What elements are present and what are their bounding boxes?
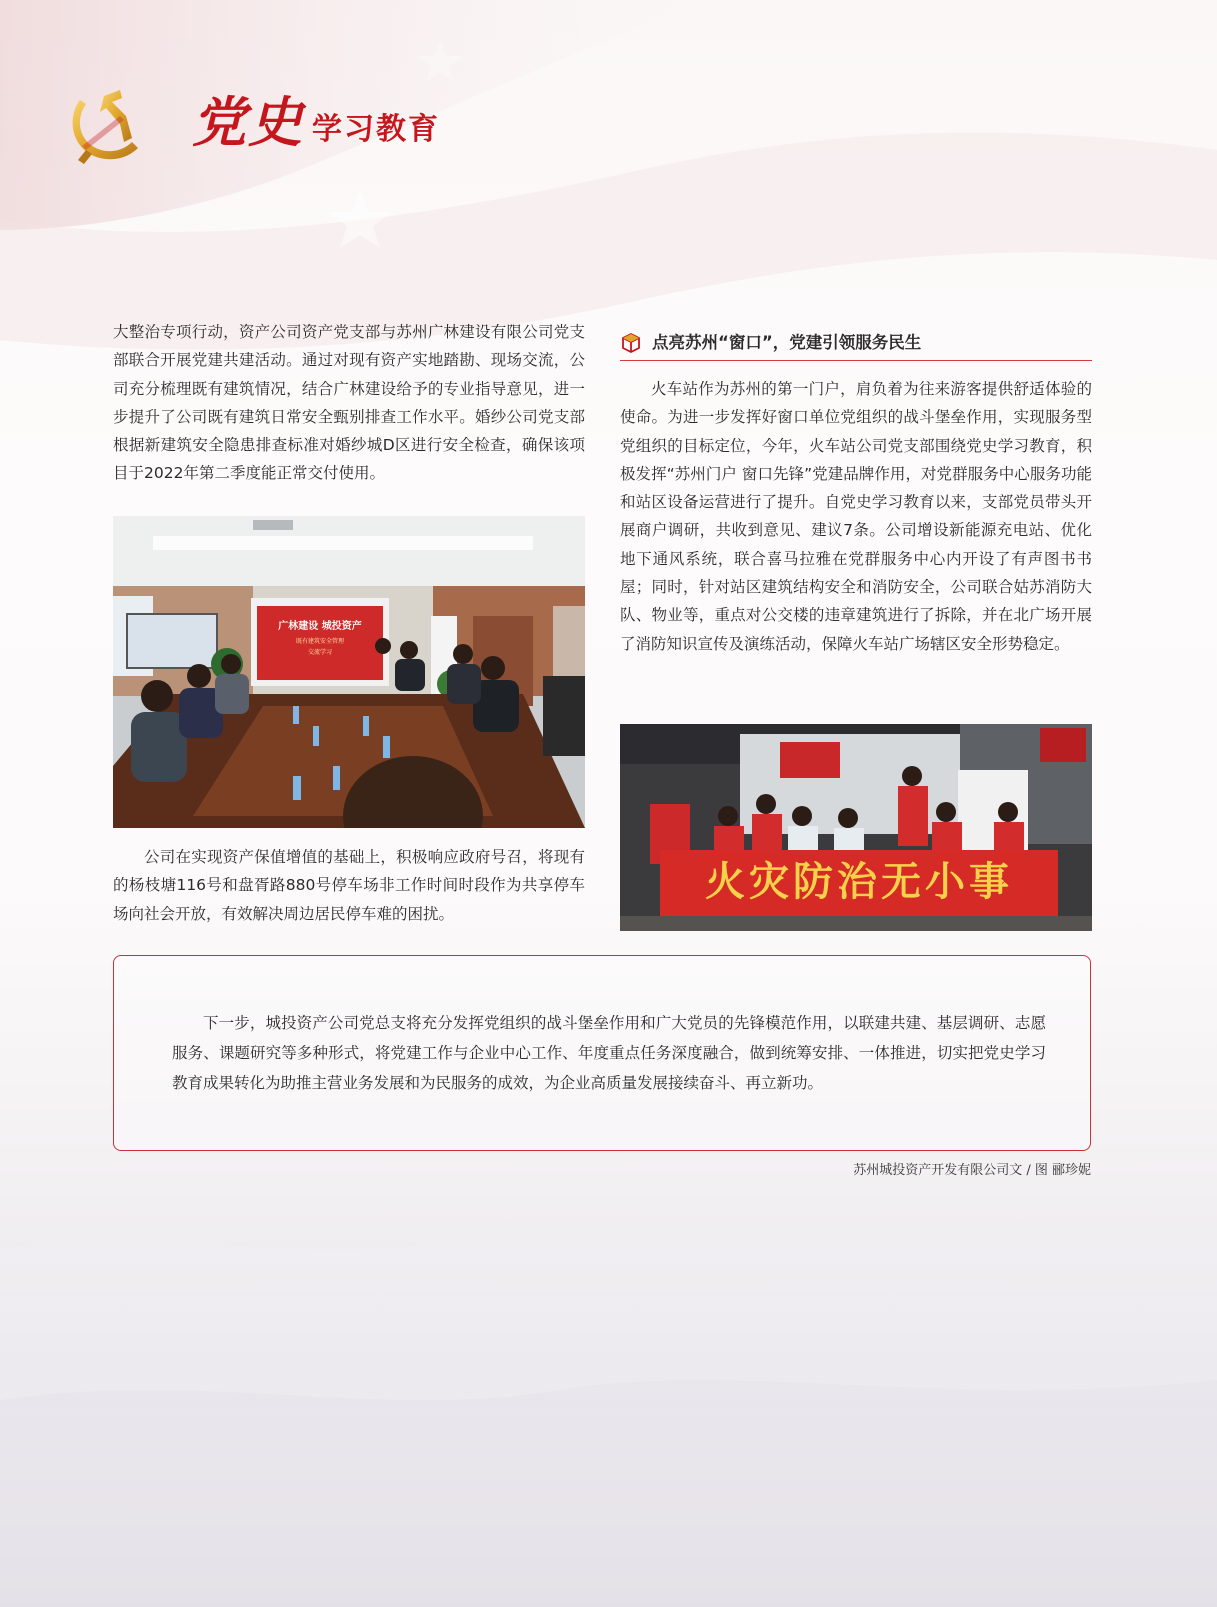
fire-safety-photo bbox=[620, 724, 1092, 931]
left-paragraph-1: 大整治专项行动，资产公司资产党支部与苏州广林建设有限公司党支部联合开展党建共建活动。通过对现有资产实地踏勘、现场交流，公司充分梳理既有建筑情况，结合广林建设给予的专业指导意见，进一步提升了公司既有建筑日常安全甄别排查工作水平。婚纱公司党支部根据新建筑安全隐患排查标准对婚纱城D区进行安全检查，确保该项目于2022年第二季度能正常交付使用。 bbox=[113, 323, 585, 483]
header-title-main: 党史 bbox=[192, 90, 304, 154]
banner-text: 火灾防治无小事 bbox=[705, 859, 1013, 905]
screen-line3: 交流学习 bbox=[307, 649, 333, 656]
header-title-sub: 学习教育 bbox=[312, 112, 440, 147]
meeting-photo bbox=[113, 516, 585, 828]
author-credit: 苏州城投资产开发有限公司文 / 图 郦珍妮 bbox=[853, 1163, 1091, 1178]
summary-box bbox=[113, 955, 1091, 1151]
cube-icon bbox=[620, 332, 642, 354]
right-paragraph-1: 火车站作为苏州的第一门户，肩负着为往来游客提供舒适体验的使命。为进一步发挥好窗口单位党组织的战斗堡垒作用，实现服务型党组织的目标定位，今年，火车站公司党支部围绕党史学习教育，积极发挥“苏州门户 窗口先锋”党建品牌作用，对党群服务中心服务功能和站区设备运营进行了提升。自党史学习教育以来，支部党员带头开展商户调研，共收到意见、建议7条。公司增设新能源充电站、优化地下通风系统，联合喜马拉雅在党群服务中心内开设了有声图书书屋；同时，针对站区建筑结构安全和消防安全，公司联合姑苏消防大队、物业等，重点对公交楼的违章建筑进行了拆除，并在北广场开展了消防知识宣传及演练活动，保障火车站广场辖区安全形势稳定。 bbox=[620, 380, 1092, 653]
screen-title: 广林建设 城投资产 bbox=[278, 621, 362, 632]
screen-subtitle: 既有建筑安全管理 bbox=[295, 638, 345, 645]
section-title: 点亮苏州“窗口”，党建引领服务民生 bbox=[652, 333, 922, 352]
party-emblem-icon bbox=[62, 86, 146, 170]
page-header bbox=[62, 86, 522, 176]
section-header bbox=[620, 330, 1092, 361]
left-paragraph-2: 公司在实现资产保值增值的基础上，积极响应政府号召，将现有的杨枝塘116号和盘胥路880号停车场非工作时间时段作为共享停车场向社会开放，有效解决周边居民停车难的困扰。 bbox=[113, 848, 585, 923]
summary-text: 下一步，城投资产公司党总支将充分发挥党组织的战斗堡垒作用和广大党员的先锋模范作用，以联建共建、基层调研、志愿服务、课题研究等多种形式，将党建工作与企业中心工作、年度重点任务深度融合，做到统筹安排、一体推进，切实把党史学习教育成果转化为助推主营业务发展和为民服务的成效，为企业高质量发展接续奋斗、再立新功。 bbox=[172, 1014, 1046, 1092]
